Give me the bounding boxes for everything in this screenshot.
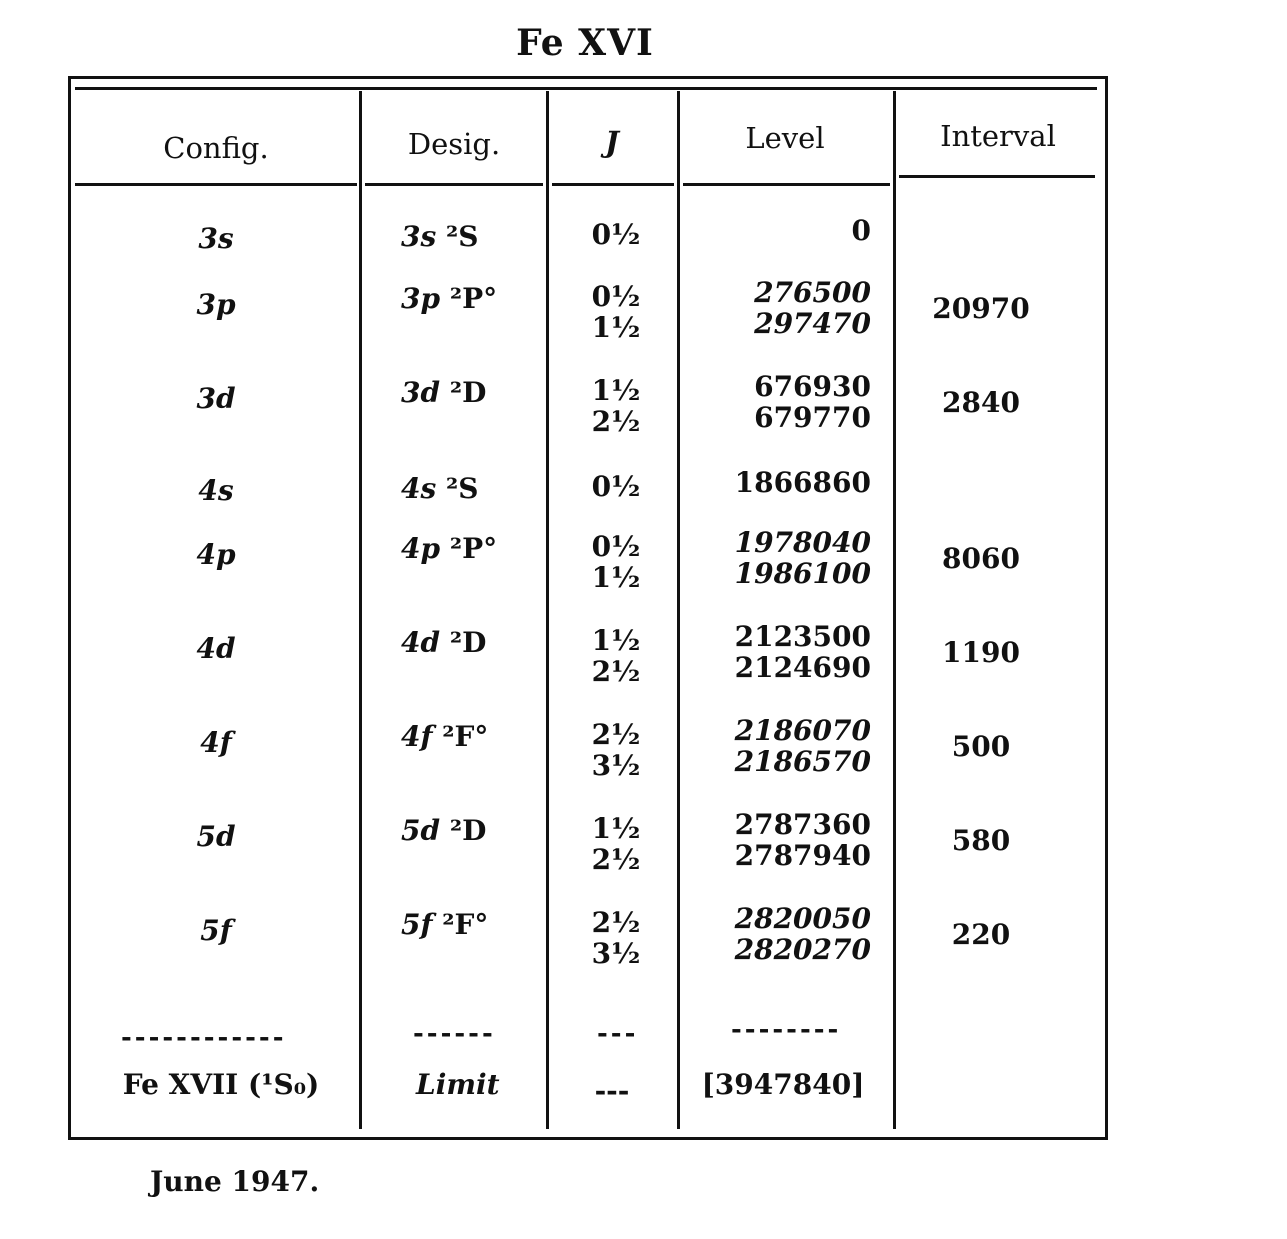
j-value: 0½: [591, 280, 641, 313]
header-rule: [683, 183, 890, 186]
desig-term: ²D: [449, 376, 487, 409]
level-value: 276500: [754, 276, 871, 309]
desig-config: 4s: [401, 472, 437, 505]
level-value: 2820270: [734, 933, 871, 966]
level-cell: [691, 903, 871, 965]
level-value: 2186570: [734, 745, 871, 778]
config-cell: 5d: [196, 820, 236, 853]
interval-cell: 8060: [942, 542, 1020, 575]
separator-config: ------------: [121, 1023, 287, 1053]
level-value: 1978040: [734, 526, 871, 559]
limit-config: Fe XVII (¹S₀): [122, 1068, 320, 1101]
j-cell: [551, 281, 681, 343]
header-level: Level: [745, 121, 825, 155]
level-value: 676930: [754, 370, 871, 403]
level-value: 1866860: [734, 466, 871, 499]
desig-config: 3p: [401, 282, 441, 315]
config-cell: 3d: [196, 382, 236, 415]
header-rule: [75, 183, 357, 186]
desig-config: 4d: [401, 626, 441, 659]
interval-cell: 2840: [942, 386, 1020, 419]
header-rule: [552, 183, 674, 186]
j-value: 2½: [591, 843, 641, 876]
config-cell: 4f: [200, 726, 232, 759]
j-cell: [551, 813, 681, 875]
j-value: 1½: [591, 374, 641, 407]
j-value: 1½: [591, 561, 641, 594]
level-value: 297470: [754, 307, 871, 340]
header-desig: Desig.: [407, 127, 501, 161]
level-cell: [691, 277, 871, 339]
level-cell: [691, 715, 871, 777]
separator-level: --------: [731, 1015, 842, 1045]
interval-cell: 20970: [932, 292, 1030, 325]
desig-term: ²D: [449, 626, 487, 659]
desig-config: 3d: [401, 376, 441, 409]
desig-config: 3s: [401, 220, 437, 253]
desig-term: ²F°: [442, 720, 489, 753]
desig-config: 4p: [401, 532, 441, 565]
j-value: 2½: [591, 718, 641, 751]
level-value: 1986100: [734, 557, 871, 590]
j-value: 2½: [591, 655, 641, 688]
header-rule: [899, 175, 1095, 178]
header-config: Config.: [163, 131, 269, 165]
page-title: Fe XVI: [516, 22, 654, 64]
limit-j: ---: [594, 1074, 630, 1107]
limit-level: [3947840]: [701, 1068, 865, 1101]
interval-cell: 220: [951, 918, 1011, 951]
interval-cell: 500: [951, 730, 1011, 763]
j-value: 1½: [591, 624, 641, 657]
j-cell: [551, 531, 681, 593]
top-rule: [75, 87, 1097, 90]
column-divider: [893, 91, 896, 1129]
j-value: 3½: [591, 937, 641, 970]
j-cell: [551, 471, 681, 502]
j-cell: [551, 375, 681, 437]
j-value: 3½: [591, 749, 641, 782]
desig-term: ²S: [446, 472, 479, 505]
j-cell: [551, 219, 681, 250]
j-cell: [551, 719, 681, 781]
j-value: 2½: [591, 906, 641, 939]
level-value: 2787360: [734, 808, 871, 841]
level-cell: [691, 467, 871, 498]
j-value: 0½: [591, 530, 641, 563]
interval-cell: 580: [951, 824, 1011, 857]
energy-level-table: [68, 76, 1108, 1140]
level-value: 2123500: [734, 620, 871, 653]
j-value: 0½: [591, 470, 641, 503]
j-value: 1½: [591, 311, 641, 344]
config-cell: 4p: [196, 538, 236, 571]
level-value: 2124690: [734, 651, 871, 684]
config-cell: 3p: [196, 288, 236, 321]
limit-label: Limit: [416, 1068, 500, 1101]
level-value: 2820050: [734, 902, 871, 935]
desig-term: ²S: [446, 220, 479, 253]
header-interval: Interval: [940, 119, 1056, 153]
desig-config: 5d: [401, 814, 441, 847]
level-value: 2787940: [734, 839, 871, 872]
separator-j: ---: [597, 1019, 639, 1049]
level-cell: [691, 621, 871, 683]
interval-cell: 1190: [942, 636, 1020, 669]
date-footer: June 1947.: [150, 1165, 320, 1198]
desig-term: ²P°: [449, 532, 498, 565]
separator-desig: ------: [413, 1019, 496, 1049]
header-j: J: [605, 125, 619, 159]
j-cell: [551, 625, 681, 687]
level-cell: [691, 371, 871, 433]
desig-term: ²D: [449, 814, 487, 847]
level-value: 679770: [754, 401, 871, 434]
desig-term: ²F°: [442, 908, 489, 941]
desig-config: 4f: [401, 720, 433, 753]
desig-config: 5f: [401, 908, 433, 941]
level-cell: [691, 215, 871, 246]
level-value: 0: [851, 214, 871, 247]
j-cell: [551, 907, 681, 969]
header-rule: [365, 183, 543, 186]
level-cell: [691, 809, 871, 871]
config-cell: 5f: [200, 914, 232, 947]
config-cell: 3s: [198, 222, 234, 255]
level-value: 2186070: [734, 714, 871, 747]
config-cell: 4d: [196, 632, 236, 665]
j-value: 0½: [591, 218, 641, 251]
desig-term: ²P°: [449, 282, 498, 315]
level-cell: [691, 527, 871, 589]
j-value: 2½: [591, 405, 641, 438]
config-cell: 4s: [198, 474, 234, 507]
j-value: 1½: [591, 812, 641, 845]
